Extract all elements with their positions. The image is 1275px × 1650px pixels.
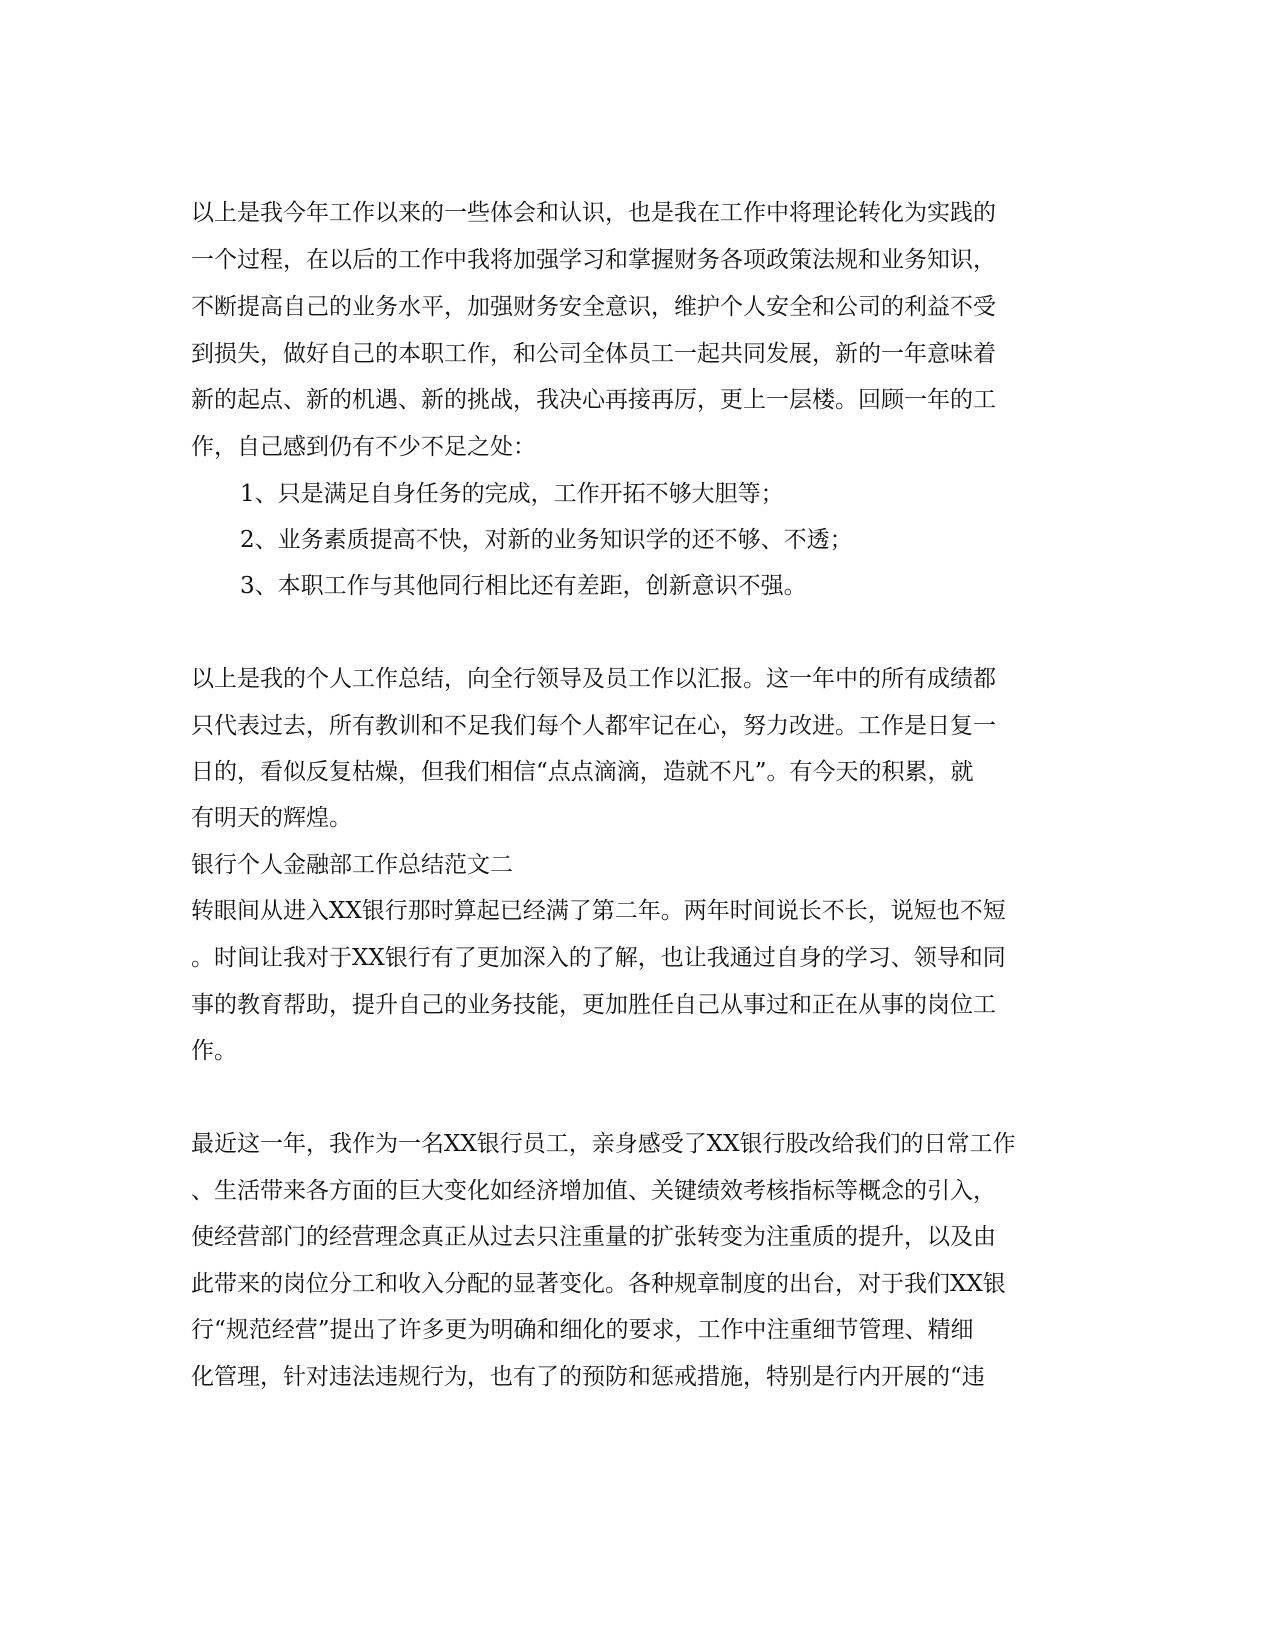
- list-item-2: 2、业务素质提高不快，对新的业务知识学的还不够、不透；: [240, 527, 853, 553]
- paragraph-4-line-6: 化管理，针对违法违规行为，也有了的预防和惩戒措施，特别是行内开展的“违: [191, 1364, 985, 1390]
- paragraph-2-line-2: 只代表过去，所有教训和不足我们每个人都牢记在心，努力改进。工作是日复一: [191, 713, 996, 739]
- paragraph-4-line-3: 使经营部门的经营理念真正从过去只注重量的扩张转变为注重质的提升，以及由: [191, 1224, 996, 1250]
- paragraph-2-line-1: 以上是我的个人工作总结，向全行领导及员工作以汇报。这一年中的所有成绩都: [191, 666, 996, 692]
- paragraph-1-line-4: 到损失，做好自己的本职工作，和公司全体员工一起共同发展，新的一年意味着: [191, 341, 996, 367]
- list-item-1: 1、只是满足自身任务的完成，工作开拓不够大胆等；: [240, 481, 784, 507]
- paragraph-4-line-5: 行“规范经营”提出了许多更为明确和细化的要求，工作中注重细节管理、精细: [191, 1317, 974, 1343]
- paragraph-1-line-3: 不断提高自己的业务水平，加强财务安全意识，维护个人安全和公司的利益不受: [191, 294, 996, 320]
- paragraph-3-line-4: 作。: [191, 1038, 237, 1064]
- paragraph-1-line-2: 一个过程，在以后的工作中我将加强学习和掌握财务各项政策法规和业务知识，: [191, 247, 996, 273]
- list-item-3: 3、本职工作与其他同行相比还有差距，创新意识不强。: [240, 573, 807, 599]
- paragraph-1-line-5: 新的起点、新的机遇、新的挑战，我决心再接再厉，更上一层楼。回顾一年的工: [191, 387, 996, 413]
- paragraph-1-line-1: 以上是我今年工作以来的一些体会和认识，也是我在工作中将理论转化为实践的: [191, 200, 996, 226]
- paragraph-2-line-3: 日的，看似反复枯燥，但我们相信“点点滴滴，造就不凡”。有今天的积累，就: [191, 759, 974, 785]
- paragraph-3-line-3: 事的教育帮助，提升自己的业务技能，更加胜任自己从事过和正在从事的岗位工: [191, 992, 996, 1018]
- paragraph-3-line-1: 转眼间从进入XX银行那时算起已经满了第二年。两年时间说长不长，说短也不短: [191, 898, 1006, 924]
- paragraph-1-line-6: 作，自己感到仍有不少不足之处：: [191, 434, 536, 460]
- paragraph-4-line-4: 此带来的岗位分工和收入分配的显著变化。各种规章制度的出台，对于我们XX银: [191, 1271, 1006, 1297]
- paragraph-2-line-4: 有明天的辉煌。: [191, 805, 352, 831]
- paragraph-4-line-2: 、生活带来各方面的巨大变化如经济增加值、关键绩效考核指标等概念的引入，: [191, 1178, 996, 1204]
- section-heading: 银行个人金融部工作总结范文二: [191, 852, 513, 878]
- paragraph-3-line-2: 。时间让我对于XX银行有了更加深入的了解，也让我通过自身的学习、领导和同: [191, 945, 1006, 971]
- paragraph-4-line-1: 最近这一年，我作为一名XX银行员工，亲身感受了XX银行股改给我们的日常工作: [191, 1131, 1016, 1157]
